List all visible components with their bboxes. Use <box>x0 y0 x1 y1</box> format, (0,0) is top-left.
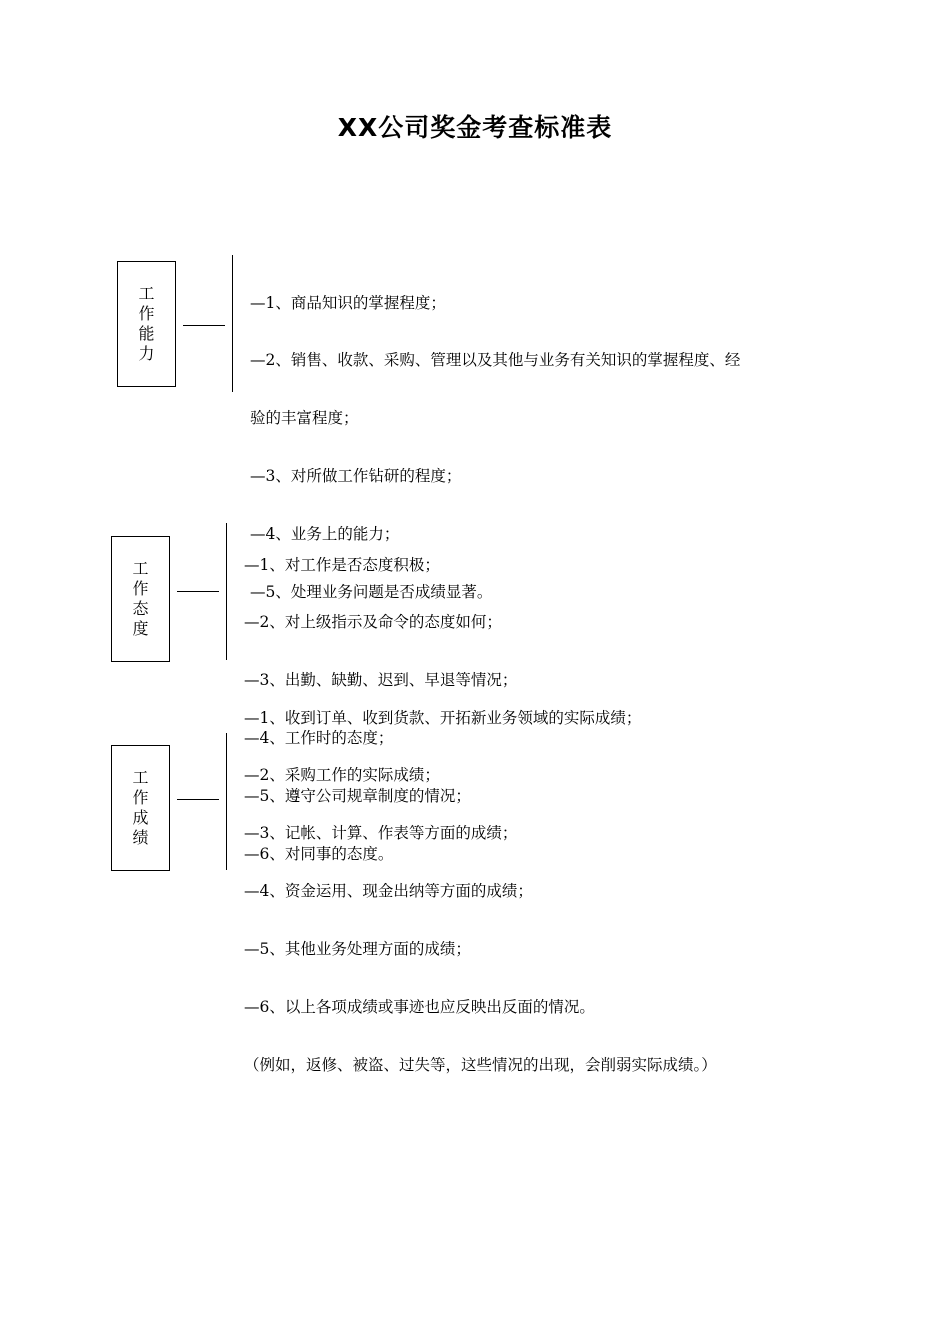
list-item: —2、采购工作的实际成绩； <box>244 766 440 785</box>
category-char: 工 <box>132 768 149 787</box>
list-item: —5、遵守公司规章制度的情况； <box>244 787 471 806</box>
list-item: —1、对工作是否态度积极； <box>244 555 440 574</box>
category-char: 工 <box>138 284 155 303</box>
bracket-line <box>226 523 227 660</box>
list-item: —5、其他业务处理方面的成绩； <box>244 940 471 959</box>
category-box-work-results <box>111 745 170 871</box>
item-list-work-results <box>244 670 717 1095</box>
document-title: XX公司奖金考查标准表 <box>337 113 613 142</box>
category-char: 度 <box>132 619 149 638</box>
category-char: 工 <box>132 559 149 578</box>
category-box-work-ability <box>117 261 176 387</box>
list-item: —2、对上级指示及命令的态度如何； <box>244 613 502 632</box>
list-item: 验的丰富程度； <box>250 409 359 428</box>
list-item-note: （例如，返修、被盗、过失等，这些情况的出现，会削弱实际成绩。） <box>244 1055 717 1074</box>
list-item: —3、记帐、计算、作表等方面的成绩； <box>244 824 518 843</box>
connector-line <box>177 799 219 800</box>
list-item: —4、工作时的态度； <box>244 729 394 748</box>
list-item: —4、业务上的能力； <box>250 525 400 544</box>
list-item: —6、对同事的态度。 <box>244 845 394 864</box>
bracket-line <box>232 255 233 392</box>
category-char: 作 <box>132 579 149 598</box>
category-char: 绩 <box>132 828 149 847</box>
list-item: —3、出勤、缺勤、迟到、早退等情况； <box>244 671 518 690</box>
category-char: 态 <box>132 599 149 618</box>
bracket-line <box>226 733 227 870</box>
list-item: —3、对所做工作钻研的程度； <box>250 467 462 486</box>
connector-line <box>177 591 219 592</box>
list-item: —1、商品知识的掌握程度； <box>250 293 446 312</box>
list-item: —4、资金运用、现金出纳等方面的成绩； <box>244 882 533 901</box>
list-item: —5、处理业务问题是否成绩显著。 <box>250 583 493 602</box>
category-box-work-attitude <box>111 536 170 662</box>
list-item: —1、收到订单、收到货款、开拓新业务领域的实际成绩； <box>244 708 642 727</box>
list-item: —6、以上各项成绩或事迹也应反映出反面的情况。 <box>244 998 595 1017</box>
connector-line <box>183 325 225 326</box>
category-char: 作 <box>132 788 149 807</box>
category-char: 力 <box>138 344 155 363</box>
category-char: 作 <box>138 304 155 323</box>
category-char: 能 <box>138 324 155 343</box>
category-char: 成 <box>132 808 149 827</box>
list-item: —2、销售、收款、采购、管理以及其他与业务有关知识的掌握程度、经 <box>250 351 741 370</box>
